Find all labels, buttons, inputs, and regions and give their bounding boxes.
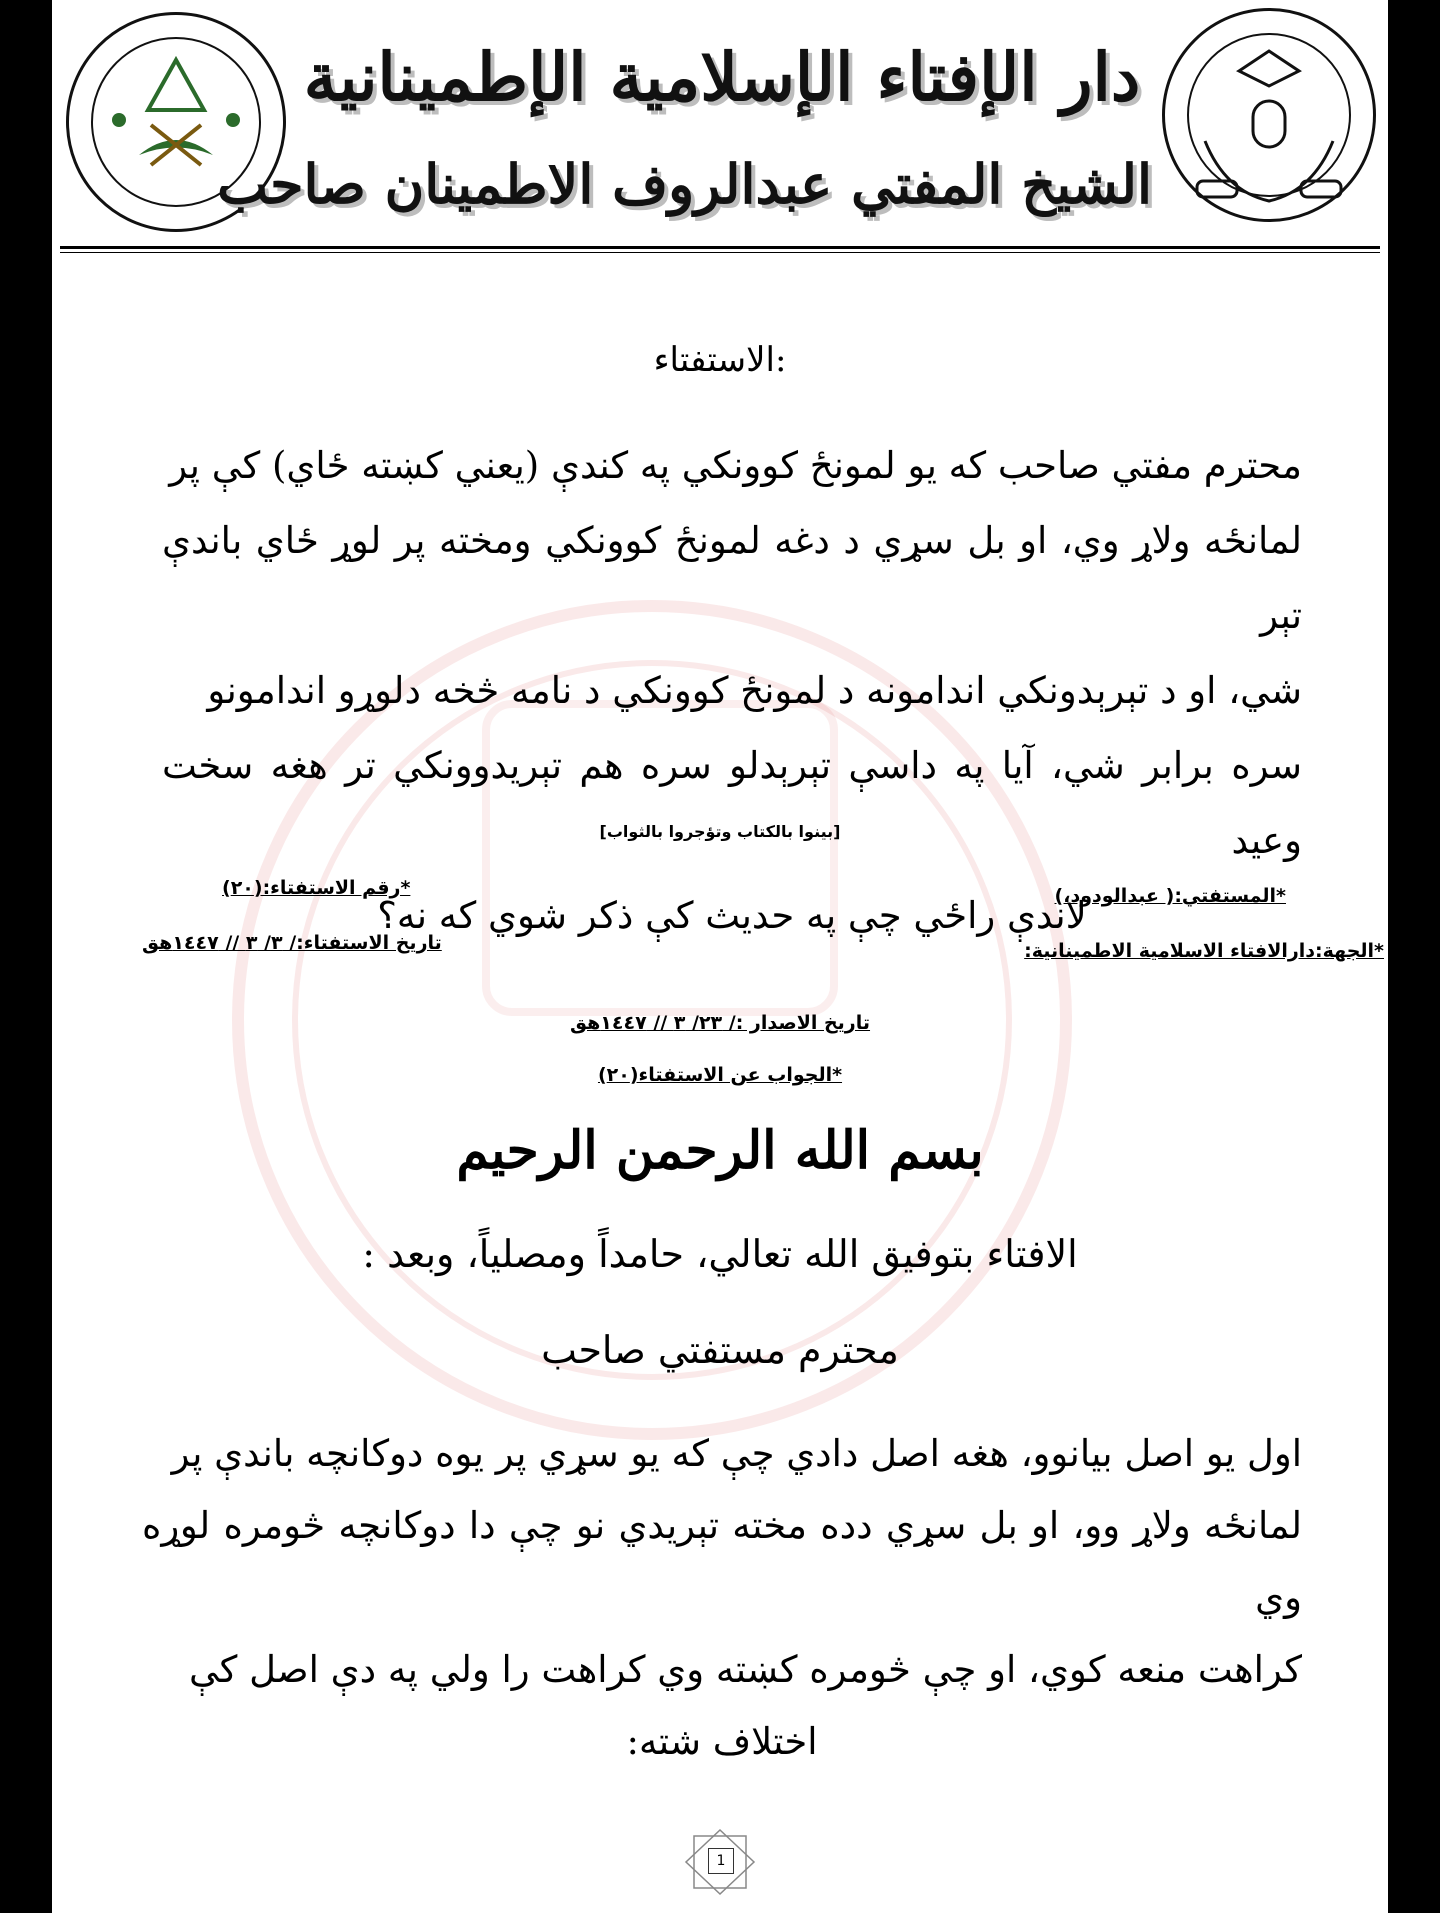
viewer-right-margin — [1388, 0, 1440, 1913]
page-number: 1 — [708, 1848, 734, 1874]
answer-heading: *الجواب عن الاستفتاء(٢٠) — [597, 1064, 843, 1086]
answer-last-line: اختلاف شته: — [626, 1720, 818, 1763]
answer-line: اول يو اصل بيانوو، هغه اصل دادي چې كه يو سړي پر يوه دوكانچه باندې پر — [171, 1432, 1302, 1475]
question-paragraph — [162, 428, 1302, 953]
question-line: لمانځه ولاړ وي، او بل سړي د دغه لمونځ كوونكي ومخته پر لوړ ځاي باندې تېر — [162, 519, 1302, 637]
emblem-icon — [1165, 11, 1373, 219]
viewer-left-margin — [0, 0, 52, 1913]
page-number-ornament — [682, 1826, 758, 1898]
header-rule-thin — [60, 252, 1380, 253]
header-rule — [60, 246, 1380, 249]
document-page — [52, 0, 1388, 1913]
istifta-date-field: تاريخ الاستفتاء:/ ٣/ ٣ // ١٤٤٧هق — [142, 932, 442, 954]
bayyinu-note: [بينوا بالكتاب وتؤجروا بالثواب] — [599, 822, 841, 841]
right-emblem-logo — [1162, 8, 1376, 222]
basmala-calligraphy: بسم الله الرحمن الرحيم — [456, 1120, 984, 1181]
answer-paragraph — [142, 1418, 1302, 1778]
jiha-field: *الجهة:دارالافتاء الاسلامية الاطمينانية: — [1024, 940, 1384, 962]
mustafti-field: *المستفتي:( عبدالودود،) — [1054, 885, 1286, 907]
answer-line: لمانځه ولاړ وو، او بل سړي دده مخته تېريدي نو چې دا دوكانچه څومره لوړه وي — [142, 1504, 1302, 1619]
answer-opening: الافتاء بتوفيق الله تعالي، حامداً ومصلياً، وبعد : — [362, 1232, 1078, 1276]
question-last-line: لاندې راځي چې په حديث كې ذكر شوي كه نه؟ — [377, 894, 1087, 937]
question-line: سره برابر شي، آيا په داسې تېرېدلو سره هم تېريدوونكي تر هغه سخت وعيد — [162, 744, 1302, 862]
question-line: شي، او د تېرېدونكي اندامونه د لمونځ كوونكي د نامه څخه دلوړو اندامونو — [207, 669, 1302, 712]
header-subtitle: الشيخ المفتي عبدالروف الاطمينان صاحب — [217, 152, 1152, 216]
answer-line: كراهت منعه كوي، او چې څومره كښته وي كراهت را ولي په دې اصل كې — [188, 1648, 1302, 1691]
istifta-number-field: *رقم الاستفتاء:(٢٠) — [222, 877, 411, 899]
answer-addressee: محترم مستفتي صاحب — [541, 1328, 899, 1372]
issue-date-field: تاريخ الاصدار :/ ٢٣/ ٣ // ١٤٤٧هق — [569, 1012, 871, 1034]
istifta-heading: :الاستفتاء — [653, 340, 787, 380]
header-title: دار الإفتاء الإسلامية الإطمينانية — [303, 38, 1141, 116]
question-line: محترم مفتي صاحب كه يو لمونځ كوونكي په كندې (يعني كښته ځاي) كې پر — [169, 444, 1302, 487]
